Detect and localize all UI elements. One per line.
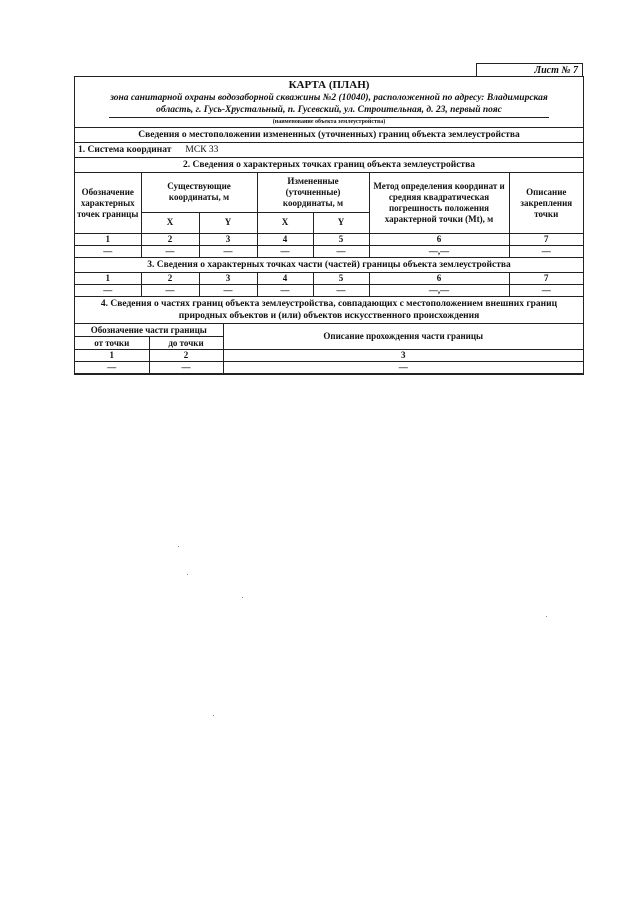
num-cell: 7 (509, 234, 583, 246)
col-x-changed: X (257, 212, 313, 233)
value-cell: — (257, 246, 313, 258)
table-row (75, 362, 583, 374)
value-cell: — (149, 362, 223, 374)
value-cell: — (257, 285, 313, 297)
value-cell: — (75, 246, 141, 258)
sheet-number: Лист № 7 (476, 63, 583, 77)
table-number-row (75, 273, 583, 285)
coord-system-label: 1. Система координат (78, 145, 172, 155)
scan-speck (242, 597, 243, 598)
num-cell: 2 (141, 273, 199, 285)
table-row (75, 246, 583, 258)
num-cell: 3 (199, 273, 257, 285)
scan-speck (187, 574, 188, 575)
document-header (75, 77, 583, 128)
document-form (74, 76, 584, 375)
value-cell: — (223, 362, 583, 374)
num-cell: 2 (149, 350, 223, 362)
object-caption: (наименование объекта землеустройства) (109, 117, 549, 126)
col-changed-header: Измененные (уточненные) координаты, м (257, 173, 369, 212)
col-from-header: от точки (75, 337, 149, 350)
num-cell: 3 (199, 234, 257, 246)
num-cell: 1 (75, 350, 149, 362)
col-desc-header: Описание прохождения части границы (223, 324, 583, 350)
num-cell: 7 (509, 273, 583, 285)
section4-title-line2: природных объектов и (или) объектов искусственного происхождения (178, 311, 480, 321)
value-cell: — (313, 246, 369, 258)
coord-system-row (75, 143, 583, 158)
value-cell: — (509, 246, 583, 258)
section3-table (75, 273, 583, 297)
section4-title (75, 297, 583, 324)
num-cell: 6 (369, 273, 509, 285)
col-part-header: Обозначение части границы (75, 324, 223, 337)
value-cell: —,— (369, 246, 509, 258)
col-y-existing: Y (199, 212, 257, 233)
num-cell: 5 (313, 234, 369, 246)
value-cell: —,— (369, 285, 509, 297)
scan-speck (178, 546, 179, 547)
num-cell: 4 (257, 273, 313, 285)
table-number-row (75, 234, 583, 246)
value-cell: — (75, 285, 141, 297)
col-fix-header: Описание закрепления точки (509, 173, 583, 234)
col-x-existing: X (141, 212, 199, 233)
num-cell: 6 (369, 234, 509, 246)
document-title: КАРТА (ПЛАН) (288, 79, 370, 91)
col-point-header: Обозначение характерных точек границы (75, 173, 141, 234)
scan-speck (546, 616, 547, 617)
section2-title: 2. Сведения о характерных точках границ объекта землеустройства (75, 158, 583, 173)
value-cell: — (199, 285, 257, 297)
value-cell: — (199, 246, 257, 258)
num-cell: 4 (257, 234, 313, 246)
col-y-changed: Y (313, 212, 369, 233)
num-cell: 1 (75, 234, 141, 246)
col-to-header: до точки (149, 337, 223, 350)
value-cell: — (509, 285, 583, 297)
section2-table (75, 173, 583, 258)
num-cell: 3 (223, 350, 583, 362)
scan-speck (213, 715, 214, 716)
col-method-header: Метод определения координат и средняя квадратическая погрешность положения характерной точки (Mt), м (369, 173, 509, 234)
num-cell: 1 (75, 273, 141, 285)
value-cell: — (141, 285, 199, 297)
table-header-row (75, 324, 583, 337)
value-cell: — (75, 362, 149, 374)
main-section-title: Сведения о местоположении измененных (уточненных) границ объекта землеустройства (75, 128, 583, 143)
section4-title-line1: 4. Сведения о частях границ объекта землеустройства, совпадающих с местоположением внешних границ (100, 299, 558, 309)
table-header-row (75, 173, 583, 212)
num-cell: 2 (141, 234, 199, 246)
value-cell: — (141, 246, 199, 258)
section4-table (75, 324, 583, 374)
document-subtitle-line1: зона санитарной охраны водозаборной скважины №2 (10040), расположенной по адресу: Владимирская (110, 93, 548, 103)
col-existing-header: Существующие координаты, м (141, 173, 257, 212)
document-subtitle-line2: область, г. Гусь-Хрустальный, п. Гусевский, ул. Строительная, д. 23, первый пояс (156, 105, 502, 115)
table-number-row (75, 350, 583, 362)
num-cell: 5 (313, 273, 369, 285)
value-cell: — (313, 285, 369, 297)
section3-title: 3. Сведения о характерных точках части (частей) границы объекта землеустройства (75, 258, 583, 273)
coord-system-value: МСК 33 (185, 145, 219, 155)
table-row (75, 285, 583, 297)
